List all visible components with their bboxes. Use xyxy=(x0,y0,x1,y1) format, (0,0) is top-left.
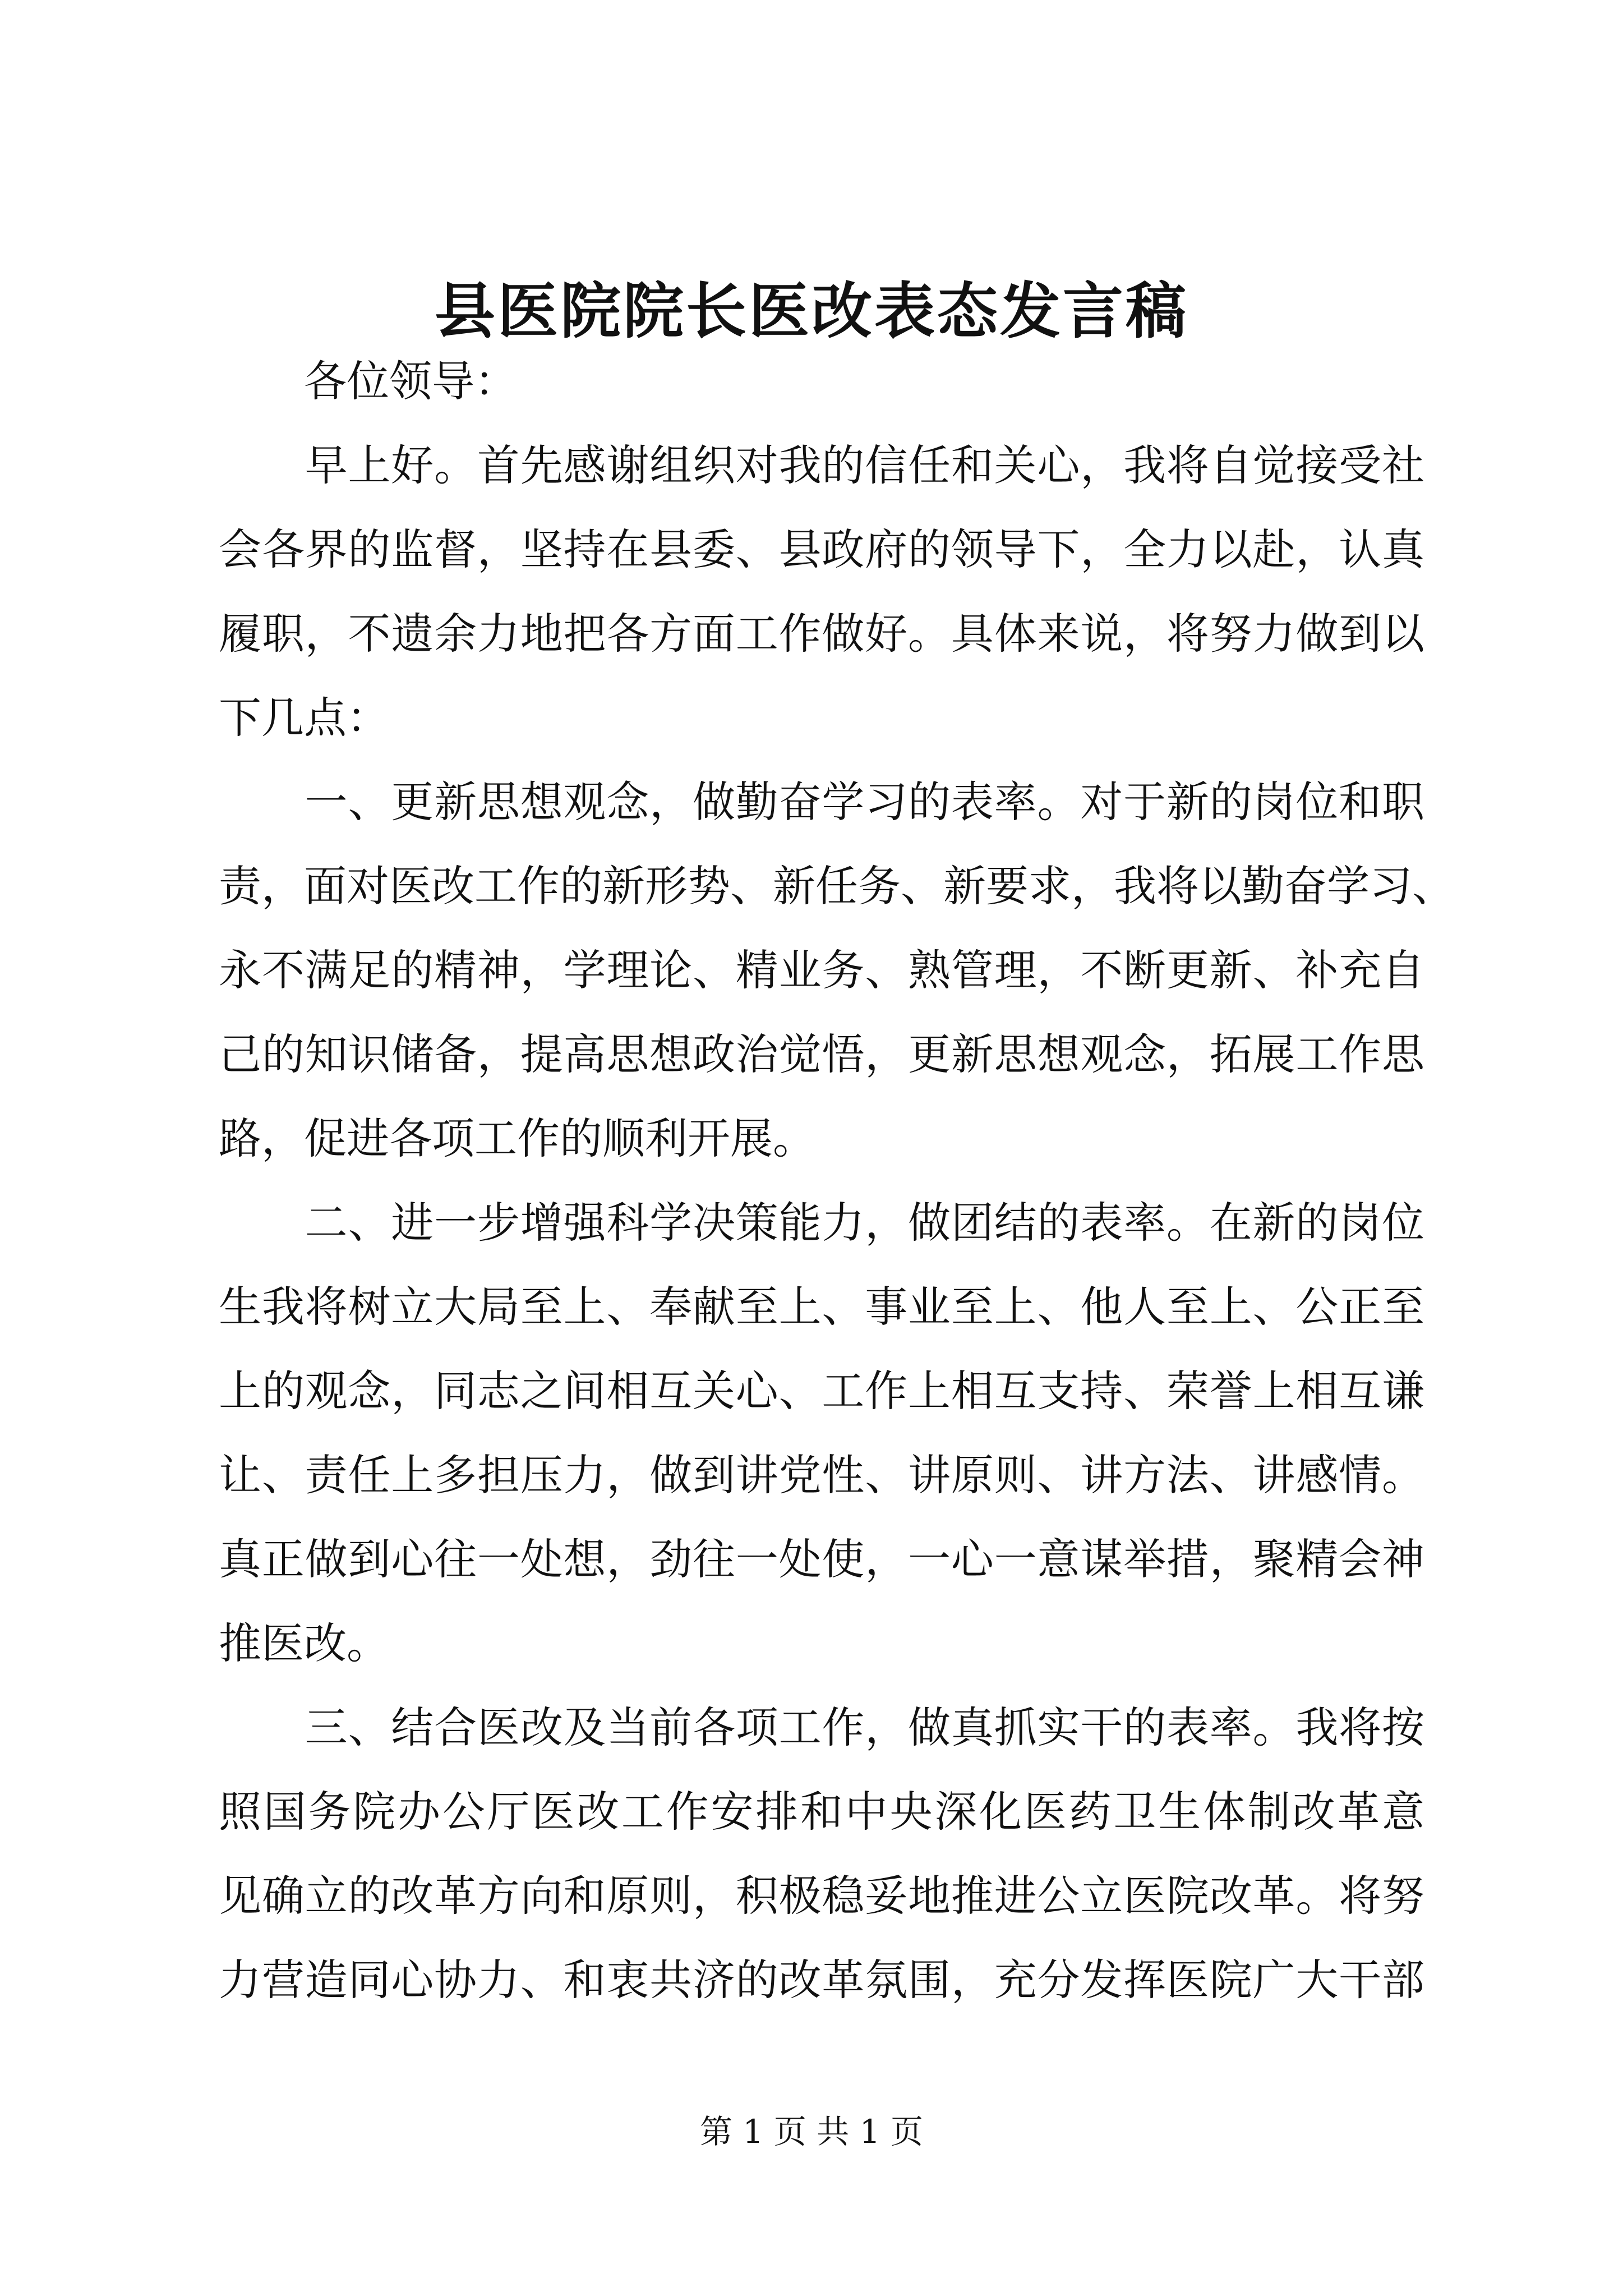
page-number-footer: 第 1 页 共 1 页 xyxy=(700,2113,923,2151)
text-line: 履职，不遗余力地把各方面工作做好。具体来说，将努力做到以 xyxy=(219,609,1424,659)
text-line: 三、结合医改及当前各项工作，做真抓实干的表率。我将按 xyxy=(219,1703,1424,1752)
text-line: 永不满足的精神，学理论、精业务、熟管理，不断更新、补充自 xyxy=(219,945,1424,995)
text-line: 上的观念，同志之间相互关心、工作上相互支持、荣誉上相互谦 xyxy=(219,1366,1424,1416)
text-line: 让、责任上多担压力，做到讲党性、讲原则、讲方法、讲感情。 xyxy=(219,1450,1424,1500)
text-line: 力营造同心协力、和衷共济的改革氛围，充分发挥医院广大干部 xyxy=(219,1955,1424,2005)
text-line: 各位领导： xyxy=(219,356,517,406)
text-line: 一、更新思想观念，做勤奋学习的表率。对于新的岗位和职 xyxy=(219,777,1424,827)
text-line: 生我将树立大局至上、奉献至上、事业至上、他人至上、公正至 xyxy=(219,1282,1424,1332)
text-line: 推医改。 xyxy=(219,1618,389,1668)
text-line: 二、进一步增强科学决策能力，做团结的表率。在新的岗位 xyxy=(219,1198,1424,1248)
text-line: 真正做到心往一处想，劲往一处使，一心一意谋举措，聚精会神 xyxy=(219,1534,1424,1584)
text-line: 路，促进各项工作的顺利开展。 xyxy=(219,1114,815,1163)
text-line: 见确立的改革方向和原则，积极稳妥地推进公立医院改革。将努 xyxy=(219,1871,1424,1921)
text-line: 下几点： xyxy=(219,693,389,743)
text-line: 会各界的监督，坚持在县委、县政府的领导下，全力以赴，认真 xyxy=(219,524,1424,574)
text-line: 照国务院办公厅医改工作安排和中央深化医药卫生体制改革意 xyxy=(219,1787,1424,1837)
text-line: 责，面对医改工作的新形势、新任务、新要求，我将以勤奋学习、 xyxy=(219,861,1455,911)
document-title: 县医院院长医改表态发言稿 xyxy=(434,276,1188,347)
text-line: 早上好。首先感谢组织对我的信任和关心，我将自觉接受社 xyxy=(219,440,1424,490)
text-line: 己的知识储备，提高思想政治觉悟，更新思想观念，拓展工作思 xyxy=(219,1029,1424,1079)
